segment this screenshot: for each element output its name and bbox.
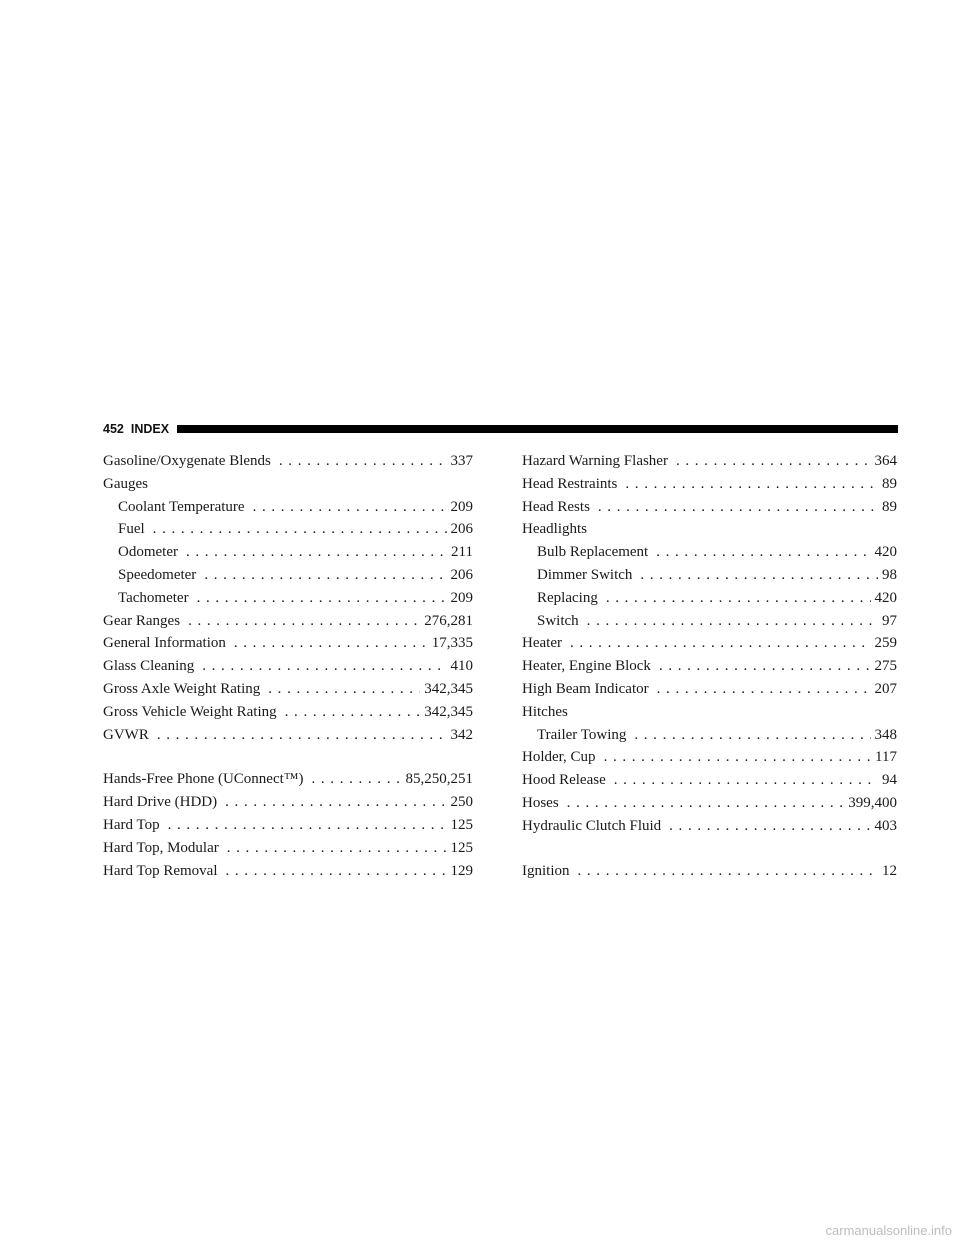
dot-leader bbox=[598, 496, 878, 519]
index-entry bbox=[103, 768, 473, 791]
index-entry bbox=[522, 518, 897, 541]
entry-label: Replacing bbox=[537, 589, 598, 606]
entry-page-number: 420 bbox=[874, 544, 897, 561]
entry-page-number: 342,345 bbox=[424, 680, 473, 697]
dot-leader bbox=[634, 724, 870, 747]
entry-label: General Information bbox=[103, 635, 226, 652]
index-entry bbox=[522, 815, 897, 838]
index-subentry bbox=[103, 518, 473, 541]
entry-label: Ignition bbox=[522, 862, 570, 879]
index-entry bbox=[522, 701, 897, 724]
entry-label: Hard Top bbox=[103, 816, 160, 833]
index-column-left bbox=[103, 450, 473, 882]
index-subentry bbox=[103, 564, 473, 587]
entry-label: Heater bbox=[522, 635, 562, 652]
dot-leader bbox=[186, 541, 447, 564]
index-entry bbox=[103, 814, 473, 837]
dot-leader bbox=[253, 496, 447, 519]
entry-page-number: 97 bbox=[882, 612, 897, 629]
index-entry bbox=[522, 473, 897, 496]
index-subentry bbox=[522, 541, 897, 564]
index-entry bbox=[522, 496, 897, 519]
dot-leader bbox=[234, 632, 428, 655]
index-entry bbox=[522, 860, 897, 883]
index-entry bbox=[522, 678, 897, 701]
entry-label: Hazard Warning Flasher bbox=[522, 453, 668, 469]
dot-leader bbox=[669, 815, 870, 838]
entry-page-number: 125 bbox=[450, 816, 473, 833]
dot-leader bbox=[188, 610, 420, 633]
dot-leader bbox=[285, 701, 421, 724]
entry-label: Gauges bbox=[103, 475, 148, 492]
dot-leader bbox=[202, 655, 446, 678]
index-subentry bbox=[522, 610, 897, 633]
index-entry bbox=[103, 860, 473, 883]
dot-leader bbox=[153, 518, 447, 541]
entry-label: Gross Vehicle Weight Rating bbox=[103, 703, 277, 720]
index-subentry bbox=[522, 587, 897, 610]
entry-label: Head Restraints bbox=[522, 475, 618, 492]
entry-page-number: 342,345 bbox=[424, 703, 473, 720]
dot-leader bbox=[656, 541, 870, 564]
entry-label: Dimmer Switch bbox=[537, 566, 633, 583]
dot-leader bbox=[226, 860, 447, 883]
entry-label: Gasoline/Oxygenate Blends bbox=[103, 453, 271, 469]
entry-label: Head Rests bbox=[522, 498, 590, 515]
entry-page-number: 276,281 bbox=[424, 612, 473, 629]
index-entry bbox=[103, 678, 473, 701]
index-subentry bbox=[522, 724, 897, 747]
section-title: INDEX bbox=[130, 422, 170, 436]
entry-page-number: 403 bbox=[874, 817, 897, 834]
entry-label: Hydraulic Clutch Fluid bbox=[522, 817, 662, 834]
entry-page-number: 85,250,251 bbox=[405, 771, 473, 788]
entry-page-number: 275 bbox=[874, 658, 897, 675]
entry-page-number: 211 bbox=[451, 544, 473, 561]
index-spacer bbox=[522, 838, 897, 860]
index-entry bbox=[103, 655, 473, 678]
entry-label: Tachometer bbox=[118, 589, 189, 606]
header-rule bbox=[177, 425, 898, 433]
dot-leader bbox=[225, 791, 446, 814]
entry-page-number: 125 bbox=[450, 839, 473, 856]
entry-label: Heater, Engine Block bbox=[522, 658, 651, 675]
entry-label: Hands-Free Phone (UConnect™) bbox=[103, 771, 304, 788]
entry-page-number: 12 bbox=[882, 862, 897, 879]
dot-leader bbox=[640, 564, 878, 587]
index-column-right bbox=[522, 450, 897, 882]
index-subentry bbox=[103, 541, 473, 564]
entry-label: Holder, Cup bbox=[522, 749, 596, 766]
dot-leader bbox=[204, 564, 446, 587]
page-header bbox=[103, 419, 898, 439]
entry-page-number: 129 bbox=[450, 862, 473, 879]
entry-label: Switch bbox=[537, 612, 579, 629]
dot-leader bbox=[657, 678, 871, 701]
index-entry bbox=[103, 473, 473, 496]
index-entry bbox=[522, 450, 897, 473]
index-entry bbox=[522, 632, 897, 655]
index-entry bbox=[522, 769, 897, 792]
entry-label: Coolant Temperature bbox=[118, 498, 245, 515]
index-entry bbox=[103, 837, 473, 860]
entry-page-number: 410 bbox=[450, 658, 473, 675]
dot-leader bbox=[312, 768, 402, 791]
dot-leader bbox=[227, 837, 447, 860]
entry-label: Hard Top, Modular bbox=[103, 839, 219, 856]
entry-label: Speedometer bbox=[118, 566, 197, 583]
entry-label: High Beam Indicator bbox=[522, 680, 649, 697]
index-entry bbox=[103, 610, 473, 633]
entry-label: Fuel bbox=[118, 521, 145, 538]
dot-leader bbox=[570, 632, 871, 655]
entry-page-number: 209 bbox=[450, 498, 473, 515]
entry-page-number: 209 bbox=[450, 589, 473, 606]
entry-label: Hoses bbox=[522, 794, 559, 811]
index-subentry bbox=[103, 587, 473, 610]
entry-label: Hard Top Removal bbox=[103, 862, 218, 879]
entry-label: Hitches bbox=[522, 703, 568, 720]
entry-label: Glass Cleaning bbox=[103, 658, 195, 675]
dot-leader bbox=[676, 450, 871, 473]
entry-page-number: 259 bbox=[874, 635, 897, 652]
watermark[interactable]: carmanualsonline.info bbox=[825, 1223, 952, 1238]
entry-page-number: 117 bbox=[875, 749, 897, 766]
dot-leader bbox=[268, 678, 420, 701]
entry-page-number: 420 bbox=[874, 589, 897, 606]
entry-label: Odometer bbox=[118, 544, 178, 561]
index-entry bbox=[103, 791, 473, 814]
dot-leader bbox=[625, 473, 878, 496]
dot-leader bbox=[157, 724, 447, 747]
dot-leader bbox=[197, 587, 447, 610]
index-spacer bbox=[103, 746, 473, 768]
entry-page-number: 89 bbox=[882, 498, 897, 515]
dot-leader bbox=[614, 769, 878, 792]
index-entry bbox=[522, 792, 897, 815]
entry-label: Gross Axle Weight Rating bbox=[103, 680, 261, 697]
entry-label: Trailer Towing bbox=[537, 726, 627, 743]
entry-label: Hood Release bbox=[522, 772, 606, 789]
entry-page-number: 207 bbox=[874, 680, 897, 697]
dot-leader bbox=[578, 860, 879, 883]
index-entry bbox=[103, 724, 473, 747]
index-subentry bbox=[103, 496, 473, 519]
entry-label: GVWR bbox=[103, 726, 149, 743]
entry-page-number: 98 bbox=[882, 566, 897, 583]
dot-leader bbox=[567, 792, 845, 815]
dot-leader bbox=[606, 587, 871, 610]
page-number: 452 bbox=[103, 422, 124, 436]
dot-leader bbox=[279, 450, 447, 473]
dot-leader bbox=[659, 655, 871, 678]
index-subentry bbox=[522, 564, 897, 587]
entry-page-number: 17,335 bbox=[431, 635, 473, 652]
entry-label: Headlights bbox=[522, 521, 587, 538]
index-entry bbox=[522, 655, 897, 678]
entry-page-number: 342 bbox=[450, 726, 473, 743]
entry-page-number: 399,400 bbox=[848, 794, 897, 811]
entry-label: Bulb Replacement bbox=[537, 544, 649, 561]
entry-page-number: 337 bbox=[450, 453, 473, 469]
entry-label: Gear Ranges bbox=[103, 612, 181, 629]
index-entry bbox=[103, 632, 473, 655]
entry-page-number: 364 bbox=[874, 453, 897, 469]
entry-page-number: 348 bbox=[874, 726, 897, 743]
index-entry bbox=[103, 450, 473, 473]
dot-leader bbox=[168, 814, 447, 837]
entry-page-number: 206 bbox=[450, 521, 473, 538]
entry-page-number: 89 bbox=[882, 475, 897, 492]
entry-page-number: 94 bbox=[882, 772, 897, 789]
index-entry bbox=[522, 746, 897, 769]
dot-leader bbox=[604, 746, 871, 769]
entry-page-number: 206 bbox=[450, 566, 473, 583]
dot-leader bbox=[587, 610, 878, 633]
entry-page-number: 250 bbox=[450, 794, 473, 811]
index-entry bbox=[103, 701, 473, 724]
entry-label: Hard Drive (HDD) bbox=[103, 794, 218, 811]
